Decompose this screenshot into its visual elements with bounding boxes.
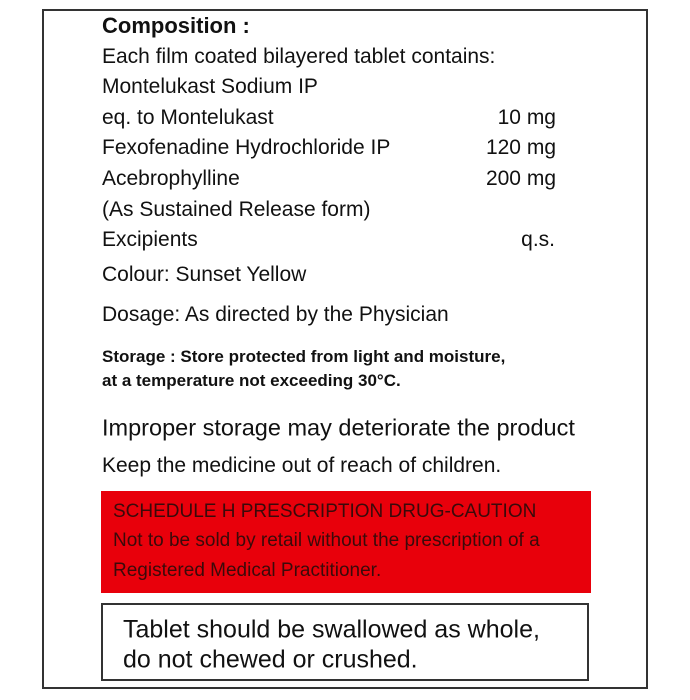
storage-line-2: at a temperature not exceeding 30°C. bbox=[102, 371, 401, 390]
improper-storage-warning: Improper storage may deteriorate the product bbox=[102, 414, 575, 441]
children-warning: Keep the medicine out of reach of children. bbox=[102, 454, 502, 477]
excipients-amount: q.s. bbox=[521, 228, 555, 251]
schedule-h-line-2: Registered Medical Practitioner. bbox=[113, 560, 382, 581]
ingredient-amount: 120 mg bbox=[485, 136, 556, 159]
dosage-text: Dosage: As directed by the Physician bbox=[102, 303, 449, 326]
colour-text: Colour: Sunset Yellow bbox=[102, 263, 307, 286]
excipients-label: Excipients bbox=[102, 228, 198, 251]
ingredient-name: Acebrophylline bbox=[102, 167, 240, 190]
sustained-release-note: (As Sustained Release form) bbox=[102, 198, 371, 221]
ingredient-name: Montelukast Sodium IP bbox=[102, 75, 318, 98]
ingredient-name: Fexofenadine Hydrochloride IP bbox=[102, 136, 391, 159]
schedule-h-caution-box bbox=[101, 491, 591, 593]
ingredient-name: eq. to Montelukast bbox=[102, 106, 274, 129]
composition-heading: Composition : bbox=[102, 13, 250, 38]
swallow-line-2: do not chewed or crushed. bbox=[123, 645, 418, 674]
swallow-instruction-box bbox=[101, 603, 589, 681]
ingredient-amount: 200 mg bbox=[485, 167, 556, 190]
ingredient-amount: 10 mg bbox=[497, 106, 556, 129]
storage-line-1: Storage : Store protected from light and moisture, bbox=[102, 347, 506, 366]
composition-intro: Each film coated bilayered tablet contains: bbox=[102, 45, 496, 68]
schedule-h-title: SCHEDULE H PRESCRIPTION DRUG-CAUTION bbox=[113, 501, 537, 522]
swallow-line-1: Tablet should be swallowed as whole, bbox=[123, 615, 540, 644]
schedule-h-line-1: Not to be sold by retail without the prescription of a bbox=[113, 530, 540, 551]
